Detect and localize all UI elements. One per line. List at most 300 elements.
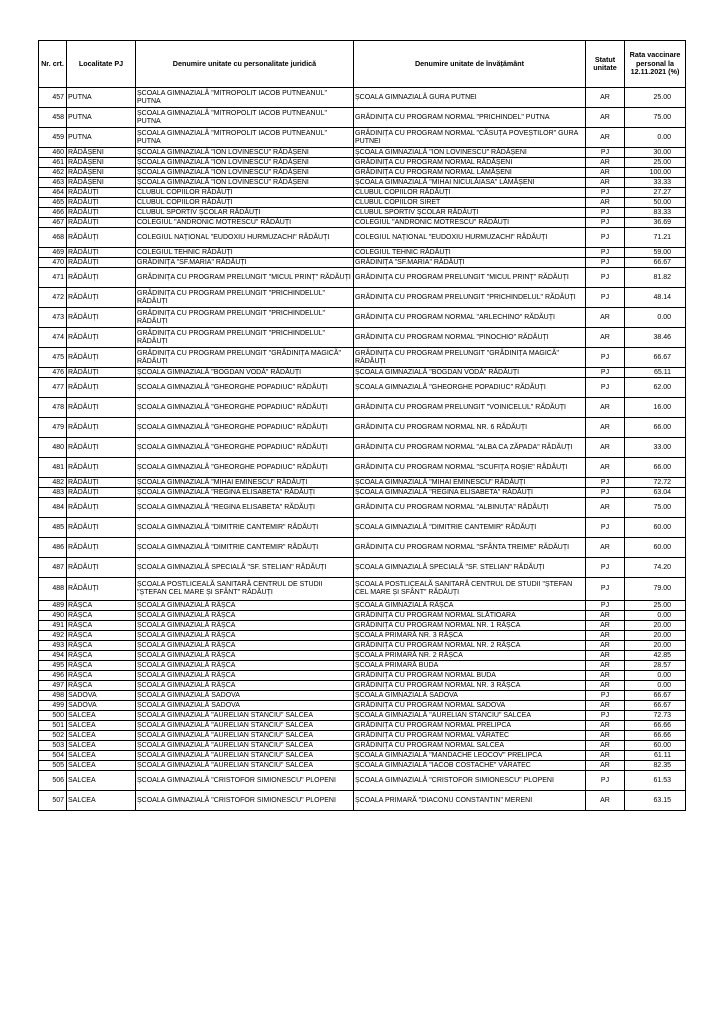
cell-statut: PJ	[586, 218, 625, 228]
cell-unitate: ȘCOALA GIMNAZIALĂ "MANDACHE LEOCOV" PRELIPCA	[354, 751, 586, 761]
cell-nr: 482	[39, 478, 67, 488]
cell-localitate: RĂDĂUȚI	[67, 308, 136, 328]
cell-pj: ȘCOALA GIMNAZIALĂ "CRISTOFOR SIMIONESCU" PLOPENI	[136, 791, 354, 811]
cell-unitate: GRĂDINIȚA CU PROGRAM NORMAL "ALBINUȚA" RĂDĂUȚI	[354, 498, 586, 518]
cell-nr: 473	[39, 308, 67, 328]
cell-localitate: SALCEA	[67, 751, 136, 761]
table-row	[39, 611, 686, 621]
cell-unitate: GRĂDINIȚA CU PROGRAM NORMAL RĂDĂȘENI	[354, 158, 586, 168]
cell-unitate: ȘCOALA PRIMARĂ "DIACONU CONSTANTIN" MERENI	[354, 791, 586, 811]
cell-nr: 492	[39, 631, 67, 641]
cell-rata: 100.00	[625, 168, 686, 178]
cell-statut: PJ	[586, 478, 625, 488]
cell-rata: 66.67	[625, 691, 686, 701]
cell-pj: ȘCOALA GIMNAZIALĂ SPECIALĂ "SF. STELIAN" RĂDĂUȚI	[136, 558, 354, 578]
cell-rata: 60.00	[625, 741, 686, 751]
cell-nr: 500	[39, 711, 67, 721]
cell-localitate: RĂDĂUȚI	[67, 258, 136, 268]
cell-rata: 66.00	[625, 418, 686, 438]
cell-nr: 468	[39, 228, 67, 248]
cell-statut: PJ	[586, 771, 625, 791]
cell-localitate: RĂDĂUȚI	[67, 518, 136, 538]
cell-unitate: GRĂDINIȚA CU PROGRAM NORMAL BUDA	[354, 671, 586, 681]
cell-unitate: GRĂDINIȚA CU PROGRAM PRELUNGIT "GRĂDINIȚA MAGICĂ" RĂDĂUȚI	[354, 348, 586, 368]
cell-nr: 488	[39, 578, 67, 601]
cell-unitate: GRĂDINIȚA CU PROGRAM NORMAL "ALBA CA ZĂPADA" RĂDĂUȚI	[354, 438, 586, 458]
cell-nr: 458	[39, 108, 67, 128]
table-row	[39, 691, 686, 701]
cell-rata: 0.00	[625, 671, 686, 681]
cell-localitate: RĂDĂUȚI	[67, 348, 136, 368]
cell-unitate: COLEGIUL TEHNIC RĂDĂUȚI	[354, 248, 586, 258]
cell-rata: 20.00	[625, 631, 686, 641]
table-row	[39, 731, 686, 741]
cell-pj: GRĂDINIȚA CU PROGRAM PRELUNGIT "GRĂDINIȚA MAGICĂ" RĂDĂUȚI	[136, 348, 354, 368]
cell-pj: ȘCOALA GIMNAZIALĂ RÂȘCA	[136, 681, 354, 691]
cell-nr: 461	[39, 158, 67, 168]
cell-unitate: ȘCOALA PRIMARĂ BUDA	[354, 661, 586, 671]
cell-rata: 66.67	[625, 348, 686, 368]
cell-unitate: GRĂDINIȚA CU PROGRAM NORMAL LĂMĂȘENI	[354, 168, 586, 178]
cell-statut: AR	[586, 791, 625, 811]
table-row	[39, 601, 686, 611]
cell-rata: 61.11	[625, 751, 686, 761]
cell-rata: 62.00	[625, 378, 686, 398]
cell-rata: 75.00	[625, 108, 686, 128]
cell-unitate: GRĂDINIȚA CU PROGRAM NORMAL "SCUFIȚA ROȘIE" RĂDĂUȚI	[354, 458, 586, 478]
cell-unitate: ȘCOALA GIMNAZIALĂ "CRISTOFOR SIMIONESCU" PLOPENI	[354, 771, 586, 791]
cell-pj: CLUBUL COPIILOR RĂDĂUȚI	[136, 188, 354, 198]
cell-statut: AR	[586, 538, 625, 558]
cell-nr: 502	[39, 731, 67, 741]
cell-statut: PJ	[586, 228, 625, 248]
table-row	[39, 368, 686, 378]
cell-localitate: RĂDĂUȚI	[67, 378, 136, 398]
cell-rata: 66.67	[625, 258, 686, 268]
cell-nr: 489	[39, 601, 67, 611]
table-row	[39, 721, 686, 731]
cell-rata: 0.00	[625, 681, 686, 691]
cell-localitate: RÂȘCA	[67, 621, 136, 631]
header-statut: Statut unitate	[586, 41, 625, 88]
table-row	[39, 178, 686, 188]
cell-pj: ȘCOALA GIMNAZIALĂ "ION LOVINESCU" RĂDĂȘENI	[136, 168, 354, 178]
cell-pj: ȘCOALA GIMNAZIALĂ "MITROPOLIT IACOB PUTNEANUL" PUTNA	[136, 88, 354, 108]
cell-localitate: SALCEA	[67, 791, 136, 811]
table-row	[39, 558, 686, 578]
cell-unitate: GRĂDINIȚA CU PROGRAM NORMAL SADOVA	[354, 701, 586, 711]
table-row	[39, 108, 686, 128]
cell-statut: PJ	[586, 188, 625, 198]
cell-pj: ȘCOALA GIMNAZIALĂ SADOVA	[136, 691, 354, 701]
cell-unitate: GRĂDINIȚA CU PROGRAM NORMAL NR. 6 RĂDĂUȚI	[354, 418, 586, 438]
cell-localitate: RĂDĂUȚI	[67, 478, 136, 488]
table-row	[39, 218, 686, 228]
cell-nr: 499	[39, 701, 67, 711]
cell-statut: PJ	[586, 288, 625, 308]
cell-statut: AR	[586, 661, 625, 671]
cell-rata: 28.57	[625, 661, 686, 671]
cell-rata: 59.00	[625, 248, 686, 258]
cell-localitate: RĂDĂȘENI	[67, 178, 136, 188]
cell-rata: 72.73	[625, 711, 686, 721]
cell-pj: ȘCOALA GIMNAZIALĂ "DIMITRIE CANTEMIR" RĂDĂUȚI	[136, 518, 354, 538]
cell-rata: 74.20	[625, 558, 686, 578]
cell-unitate: ȘCOALA GIMNAZIALĂ GURA PUTNEI	[354, 88, 586, 108]
cell-rata: 27.27	[625, 188, 686, 198]
cell-localitate: RÂȘCA	[67, 651, 136, 661]
cell-statut: PJ	[586, 601, 625, 611]
cell-statut: PJ	[586, 248, 625, 258]
cell-rata: 65.11	[625, 368, 686, 378]
table-row	[39, 751, 686, 761]
cell-statut: AR	[586, 651, 625, 661]
cell-unitate: ȘCOALA PRIMARĂ NR. 2 RÂȘCA	[354, 651, 586, 661]
cell-unitate: ȘCOALA GIMNAZIALĂ "IACOB COSTACHE" VĂRATEC	[354, 761, 586, 771]
cell-localitate: RĂDĂUȚI	[67, 218, 136, 228]
cell-statut: AR	[586, 671, 625, 681]
cell-pj: GRĂDINIȚA CU PROGRAM PRELUNGIT "PRICHINDELUL" RĂDĂUȚI	[136, 308, 354, 328]
cell-rata: 48.14	[625, 288, 686, 308]
table-row	[39, 378, 686, 398]
cell-localitate: RĂDĂȘENI	[67, 158, 136, 168]
cell-statut: AR	[586, 128, 625, 148]
cell-pj: ȘCOALA GIMNAZIALĂ "GHEORGHE POPADIUC" RĂDĂUȚI	[136, 378, 354, 398]
header-unitate: Denumire unitate de învățământ	[354, 41, 586, 88]
cell-pj: ȘCOALA GIMNAZIALĂ RÂȘCA	[136, 621, 354, 631]
cell-statut: AR	[586, 198, 625, 208]
cell-pj: ȘCOALA GIMNAZIALĂ "AURELIAN STANCIU" SALCEA	[136, 731, 354, 741]
cell-localitate: RĂDĂUȚI	[67, 228, 136, 248]
cell-statut: PJ	[586, 488, 625, 498]
cell-nr: 498	[39, 691, 67, 701]
cell-pj: ȘCOALA GIMNAZIALĂ RÂȘCA	[136, 631, 354, 641]
cell-unitate: ȘCOALA PRIMARĂ NR. 3 RÂȘCA	[354, 631, 586, 641]
cell-pj: ȘCOALA GIMNAZIALĂ "ION LOVINESCU" RĂDĂȘENI	[136, 158, 354, 168]
header-pj: Denumire unitate cu personalitate juridică	[136, 41, 354, 88]
cell-statut: AR	[586, 308, 625, 328]
cell-pj: ȘCOALA GIMNAZIALĂ "GHEORGHE POPADIUC" RĂDĂUȚI	[136, 458, 354, 478]
table-row	[39, 348, 686, 368]
table-row	[39, 228, 686, 248]
header-localitate: Localitate PJ	[67, 41, 136, 88]
table-row	[39, 158, 686, 168]
cell-localitate: SADOVA	[67, 701, 136, 711]
cell-statut: AR	[586, 741, 625, 751]
cell-unitate: ȘCOALA GIMNAZIALĂ "MIHAI NICULĂIASA" LĂMĂȘENI	[354, 178, 586, 188]
cell-statut: AR	[586, 88, 625, 108]
cell-nr: 470	[39, 258, 67, 268]
cell-nr: 467	[39, 218, 67, 228]
cell-rata: 0.00	[625, 308, 686, 328]
table-row	[39, 198, 686, 208]
cell-nr: 471	[39, 268, 67, 288]
cell-unitate: GRĂDINIȚA CU PROGRAM NORMAL "PINOCHIO" RĂDĂUȚI	[354, 328, 586, 348]
cell-unitate: ȘCOALA GIMNAZIALĂ RÂȘCA	[354, 601, 586, 611]
cell-statut: PJ	[586, 558, 625, 578]
cell-statut: AR	[586, 701, 625, 711]
table-row	[39, 248, 686, 258]
cell-pj: GRĂDINIȚA "SF.MARIA" RĂDĂUȚI	[136, 258, 354, 268]
cell-localitate: SADOVA	[67, 691, 136, 701]
cell-statut: AR	[586, 751, 625, 761]
cell-localitate: RĂDĂUȚI	[67, 488, 136, 498]
cell-pj: ȘCOALA GIMNAZIALĂ "AURELIAN STANCIU" SALCEA	[136, 751, 354, 761]
table-row	[39, 258, 686, 268]
cell-pj: ȘCOALA GIMNAZIALĂ "MITROPOLIT IACOB PUTNEANUL" PUTNA	[136, 128, 354, 148]
cell-unitate: GRĂDINIȚA CU PROGRAM NORMAL "CĂSUȚA POVEȘTILOR" GURA PUTNEI	[354, 128, 586, 148]
table-row	[39, 488, 686, 498]
cell-statut: PJ	[586, 711, 625, 721]
cell-unitate: COLEGIUL NAȚIONAL "EUDOXIU HURMUZACHI" RĂDĂUȚI	[354, 228, 586, 248]
cell-unitate: GRĂDINIȚA CU PROGRAM NORMAL "SFÂNTA TREIME" RĂDĂUȚI	[354, 538, 586, 558]
cell-nr: 497	[39, 681, 67, 691]
cell-localitate: RĂDĂUȚI	[67, 578, 136, 601]
table-row	[39, 208, 686, 218]
cell-nr: 465	[39, 198, 67, 208]
cell-nr: 479	[39, 418, 67, 438]
cell-localitate: RĂDĂUȚI	[67, 328, 136, 348]
cell-rata: 72.72	[625, 478, 686, 488]
cell-unitate: GRĂDINIȚA CU PROGRAM NORMAL VĂRATEC	[354, 731, 586, 741]
cell-nr: 478	[39, 398, 67, 418]
cell-pj: ȘCOALA GIMNAZIALĂ "AURELIAN STANCIU" SALCEA	[136, 741, 354, 751]
cell-localitate: SALCEA	[67, 741, 136, 751]
cell-statut: PJ	[586, 148, 625, 158]
cell-nr: 504	[39, 751, 67, 761]
cell-statut: AR	[586, 158, 625, 168]
cell-pj: CLUBUL SPORTIV ȘCOLAR RĂDĂUȚI	[136, 208, 354, 218]
cell-pj: ȘCOALA GIMNAZIALĂ "ION LOVINESCU" RĂDĂȘENI	[136, 178, 354, 188]
cell-rata: 20.00	[625, 641, 686, 651]
cell-pj: ȘCOALA GIMNAZIALĂ "BOGDAN VODĂ" RĂDĂUȚI	[136, 368, 354, 378]
cell-rata: 63.04	[625, 488, 686, 498]
cell-statut: AR	[586, 681, 625, 691]
cell-rata: 25.00	[625, 601, 686, 611]
cell-pj: ȘCOALA GIMNAZIALĂ "DIMITRIE CANTEMIR" RĂDĂUȚI	[136, 538, 354, 558]
cell-unitate: CLUBUL COPIILOR SIRET	[354, 198, 586, 208]
cell-pj: ȘCOALA GIMNAZIALĂ "REGINA ELISABETA" RĂDĂUȚI	[136, 488, 354, 498]
cell-localitate: SALCEA	[67, 761, 136, 771]
cell-pj: GRĂDINIȚA CU PROGRAM PRELUNGIT "PRICHINDELUL" RĂDĂUȚI	[136, 288, 354, 308]
cell-rata: 71.21	[625, 228, 686, 248]
cell-unitate: GRĂDINIȚA CU PROGRAM NORMAL "PRICHINDEL" PUTNA	[354, 108, 586, 128]
cell-nr: 490	[39, 611, 67, 621]
cell-nr: 495	[39, 661, 67, 671]
cell-rata: 66.66	[625, 721, 686, 731]
table-row	[39, 621, 686, 631]
cell-pj: GRĂDINIȚA CU PROGRAM PRELUNGIT "PRICHINDELUL" RĂDĂUȚI	[136, 328, 354, 348]
header-rata: Rata vaccinare personal la 12.11.2021 (%)	[625, 41, 686, 88]
cell-statut: PJ	[586, 378, 625, 398]
cell-localitate: RÂȘCA	[67, 631, 136, 641]
cell-nr: 462	[39, 168, 67, 178]
cell-rata: 60.00	[625, 538, 686, 558]
cell-pj: ȘCOALA GIMNAZIALĂ "REGINA ELISABETA" RĂDĂUȚI	[136, 498, 354, 518]
cell-statut: AR	[586, 398, 625, 418]
cell-localitate: RĂDĂUȚI	[67, 208, 136, 218]
cell-rata: 0.00	[625, 611, 686, 621]
table-row	[39, 661, 686, 671]
cell-unitate: GRĂDINIȚA CU PROGRAM NORMAL PRELIPCA	[354, 721, 586, 731]
cell-nr: 485	[39, 518, 67, 538]
cell-pj: ȘCOALA GIMNAZIALĂ "GHEORGHE POPADIUC" RĂDĂUȚI	[136, 418, 354, 438]
cell-nr: 486	[39, 538, 67, 558]
table-row	[39, 761, 686, 771]
cell-statut: AR	[586, 761, 625, 771]
cell-localitate: RĂDĂUȚI	[67, 558, 136, 578]
cell-localitate: RĂDĂȘENI	[67, 148, 136, 158]
cell-nr: 480	[39, 438, 67, 458]
cell-statut: AR	[586, 418, 625, 438]
table-row	[39, 631, 686, 641]
cell-localitate: RÂȘCA	[67, 681, 136, 691]
cell-pj: ȘCOALA GIMNAZIALĂ RÂȘCA	[136, 651, 354, 661]
cell-localitate: RÂȘCA	[67, 671, 136, 681]
cell-rata: 20.00	[625, 621, 686, 631]
header-nr: Nr. crt.	[39, 41, 67, 88]
cell-unitate: ȘCOALA GIMNAZIALĂ SADOVA	[354, 691, 586, 701]
cell-pj: ȘCOALA GIMNAZIALĂ RÂȘCA	[136, 661, 354, 671]
cell-statut: PJ	[586, 691, 625, 701]
cell-rata: 25.00	[625, 88, 686, 108]
table-row	[39, 741, 686, 751]
table-row	[39, 518, 686, 538]
cell-rata: 66.00	[625, 458, 686, 478]
cell-localitate: RĂDĂUȚI	[67, 398, 136, 418]
cell-rata: 42.85	[625, 651, 686, 661]
cell-nr: 506	[39, 771, 67, 791]
cell-nr: 476	[39, 368, 67, 378]
cell-statut: AR	[586, 328, 625, 348]
cell-localitate: RĂDĂUȚI	[67, 198, 136, 208]
cell-pj: CLUBUL COPIILOR RĂDĂUȚI	[136, 198, 354, 208]
cell-pj: ȘCOALA GIMNAZIALĂ "ION LOVINESCU" RĂDĂȘENI	[136, 148, 354, 158]
cell-localitate: SALCEA	[67, 721, 136, 731]
cell-nr: 464	[39, 188, 67, 198]
cell-nr: 477	[39, 378, 67, 398]
cell-statut: AR	[586, 621, 625, 631]
cell-rata: 79.00	[625, 578, 686, 601]
cell-nr: 483	[39, 488, 67, 498]
cell-statut: AR	[586, 178, 625, 188]
cell-pj: ȘCOALA GIMNAZIALĂ RÂȘCA	[136, 611, 354, 621]
cell-unitate: CLUBUL COPIILOR RĂDĂUȚI	[354, 188, 586, 198]
cell-unitate: GRĂDINIȚA CU PROGRAM PRELUNGIT "PRICHINDELUL" RĂDĂUȚI	[354, 288, 586, 308]
cell-localitate: RĂDĂUȚI	[67, 438, 136, 458]
cell-nr: 481	[39, 458, 67, 478]
table-row	[39, 671, 686, 681]
cell-statut: PJ	[586, 578, 625, 601]
cell-statut: PJ	[586, 268, 625, 288]
cell-localitate: RĂDĂUȚI	[67, 288, 136, 308]
cell-unitate: ȘCOALA GIMNAZIALĂ "AURELIAN STANCIU" SALCEA	[354, 711, 586, 721]
table-row	[39, 711, 686, 721]
cell-localitate: RĂDĂUȚI	[67, 248, 136, 258]
cell-statut: AR	[586, 641, 625, 651]
cell-statut: AR	[586, 108, 625, 128]
cell-pj: ȘCOALA GIMNAZIALĂ "MITROPOLIT IACOB PUTNEANUL" PUTNA	[136, 108, 354, 128]
cell-rata: 25.00	[625, 158, 686, 168]
cell-pj: ȘCOALA GIMNAZIALĂ "CRISTOFOR SIMIONESCU" PLOPENI	[136, 771, 354, 791]
cell-statut: AR	[586, 731, 625, 741]
table-row	[39, 88, 686, 108]
cell-pj: ȘCOALA POSTLICEALĂ SANITARĂ CENTRUL DE STUDII "ȘTEFAN CEL MARE ȘI SFÂNT" RĂDĂUȚI	[136, 578, 354, 601]
cell-rata: 38.46	[625, 328, 686, 348]
cell-rata: 66.67	[625, 701, 686, 711]
cell-nr: 505	[39, 761, 67, 771]
cell-pj: GRĂDINIȚA CU PROGRAM PRELUNGIT "MICUL PRINȚ" RĂDĂUȚI	[136, 268, 354, 288]
table-row	[39, 498, 686, 518]
cell-localitate: RĂDĂUȚI	[67, 268, 136, 288]
cell-unitate: GRĂDINIȚA CU PROGRAM NORMAL NR. 3 RÂȘCA	[354, 681, 586, 691]
table-row	[39, 701, 686, 711]
document-page	[38, 40, 686, 811]
cell-rata: 82.35	[625, 761, 686, 771]
cell-unitate: GRĂDINIȚA CU PROGRAM NORMAL NR. 2 RÂȘCA	[354, 641, 586, 651]
cell-nr: 494	[39, 651, 67, 661]
cell-rata: 75.00	[625, 498, 686, 518]
table-header-row	[39, 41, 686, 88]
cell-rata: 81.82	[625, 268, 686, 288]
cell-rata: 66.66	[625, 731, 686, 741]
cell-localitate: RÂȘCA	[67, 661, 136, 671]
table-row	[39, 641, 686, 651]
cell-rata: 83.33	[625, 208, 686, 218]
cell-localitate: PUTNA	[67, 88, 136, 108]
cell-pj: COLEGIUL TEHNIC RĂDĂUȚI	[136, 248, 354, 258]
cell-localitate: PUTNA	[67, 108, 136, 128]
cell-statut: PJ	[586, 518, 625, 538]
cell-pj: ȘCOALA GIMNAZIALĂ RÂȘCA	[136, 641, 354, 651]
cell-statut: AR	[586, 498, 625, 518]
cell-rata: 60.00	[625, 518, 686, 538]
cell-statut: PJ	[586, 258, 625, 268]
cell-localitate: RĂDĂUȚI	[67, 458, 136, 478]
cell-nr: 463	[39, 178, 67, 188]
cell-unitate: ȘCOALA GIMNAZIALĂ "DIMITRIE CANTEMIR" RĂDĂUȚI	[354, 518, 586, 538]
cell-nr: 503	[39, 741, 67, 751]
table-row	[39, 438, 686, 458]
cell-unitate: ȘCOALA GIMNAZIALĂ "ION LOVINESCU" RĂDĂȘENI	[354, 148, 586, 158]
cell-nr: 466	[39, 208, 67, 218]
cell-nr: 501	[39, 721, 67, 731]
cell-pj: ȘCOALA GIMNAZIALĂ "AURELIAN STANCIU" SALCEA	[136, 761, 354, 771]
cell-unitate: GRĂDINIȚA CU PROGRAM NORMAL "ARLECHINO" RĂDĂUȚI	[354, 308, 586, 328]
table-row	[39, 578, 686, 601]
cell-unitate: ȘCOALA GIMNAZIALĂ SPECIALĂ "SF. STELIAN" RĂDĂUȚI	[354, 558, 586, 578]
cell-nr: 457	[39, 88, 67, 108]
table-row	[39, 458, 686, 478]
cell-pj: COLEGIUL NAȚIONAL "EUDOXIU HURMUZACHI" RĂDĂUȚI	[136, 228, 354, 248]
cell-rata: 33.33	[625, 178, 686, 188]
cell-unitate: CLUBUL SPORTIV ȘCOLAR RĂDĂUȚI	[354, 208, 586, 218]
cell-unitate: GRĂDINIȚA CU PROGRAM NORMAL SLĂTIOARA	[354, 611, 586, 621]
cell-unitate: ȘCOALA GIMNAZIALĂ "BOGDAN VODĂ" RĂDĂUȚI	[354, 368, 586, 378]
cell-statut: AR	[586, 721, 625, 731]
table-row	[39, 168, 686, 178]
table-row	[39, 188, 686, 198]
cell-localitate: SALCEA	[67, 731, 136, 741]
cell-localitate: PUTNA	[67, 128, 136, 148]
cell-statut: AR	[586, 611, 625, 621]
table-row	[39, 791, 686, 811]
cell-pj: ȘCOALA GIMNAZIALĂ "GHEORGHE POPADIUC" RĂDĂUȚI	[136, 398, 354, 418]
cell-rata: 63.15	[625, 791, 686, 811]
cell-unitate: ȘCOALA GIMNAZIALĂ "GHEORGHE POPADIUC" RĂDĂUȚI	[354, 378, 586, 398]
cell-unitate: GRĂDINIȚA CU PROGRAM PRELUNGIT "MICUL PRINȚ" RĂDĂUȚI	[354, 268, 586, 288]
table-row	[39, 288, 686, 308]
